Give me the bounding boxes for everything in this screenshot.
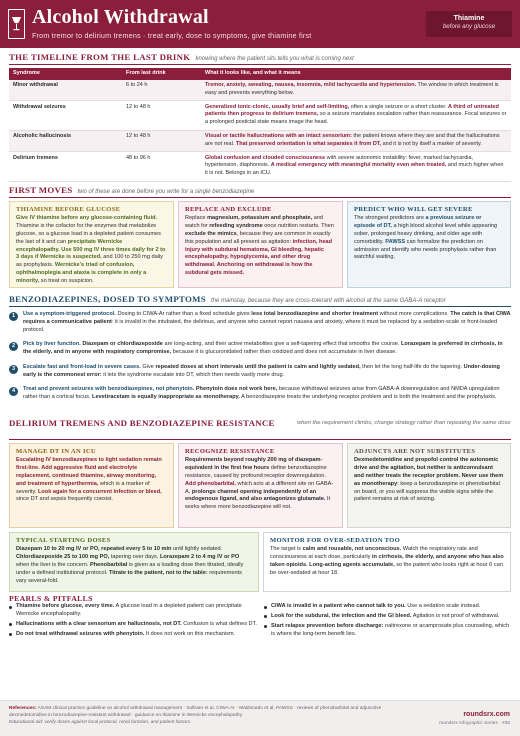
pearls-heading: PEARLS & PITFALLS	[9, 594, 93, 603]
site-link[interactable]: roundsrx.com	[463, 711, 510, 718]
syndrome-cell: Alcoholic hallucinosis	[9, 130, 122, 152]
icu-card	[9, 443, 174, 528]
card-title: PREDICT WHO WILL GET SEVERE	[354, 206, 473, 213]
step-number: 4	[9, 387, 18, 396]
header-banner	[0, 0, 520, 48]
timeline-heading: THE TIMELINE FROM THE LAST DRINK knowing where the patient sits tells you what is coming next	[9, 52, 354, 62]
list-item: 3 Escalate fast and front-load in severe cases. Give repeated doses at short intervals until the patient is calm and lightly sedated, then let the long half-life do the tapering. Under-dosing early is the commonest error: it lets the syndrome escalate into DT, which then needs vastly more drug.	[9, 364, 511, 380]
doses-card	[9, 532, 259, 592]
card-body: Replace magnesium, potassium and phosphate, and watch for refeeding syndrome once nutrition restarts. Then exclude the mimics, because they are common in exactly this population and all present as agitation: infection, head injury with subdural hematoma, GI bleeding, hepatic encephalopathy, hypoglycemia, and other drug withdrawal. Anchoring on withdrawal is how the subdural gets missed.	[185, 215, 334, 277]
card-body: Diazepam 10 to 20 mg IV or PO, repeated every 5 to 10 min until lightly sedated. Chlordiazepoxide 25 to 100 mg PO, tapering over days. Lorazepam 2 to 4 mg IV or PO when the liver is the concern. Phenobarbital is given as a loading dose then titrated, ideally under a defined institutional protocol. Titrate to the patient, not to the table: requirements vary several-fold.	[16, 546, 244, 584]
references: References: ASAM clinical practice guideline on alcohol withdrawal management · Sullivan et al, CIWA-Ar · Maldonado et al, PAWSS · reviews of phenobarbital and adjunctive dexmedetomidine in benzodiazepine-resistant withdrawal · guidance on thiamine in Wernicke encephalopathy. Educational aid: verify doses against local protocol, renal function, and patient factors.	[9, 706, 382, 725]
card-title: MONITOR FOR OVER-SEDATION TOO	[270, 537, 401, 544]
card-title: REPLACE AND EXCLUDE	[185, 206, 272, 213]
pearls-left-list	[9, 603, 257, 641]
card-title: RECOGNIZE RESISTANCE	[185, 448, 275, 455]
list-item: Start relapse prevention before discharge: naltrexone or acamprosate plus counseling, which is where the long-term benefit lies.	[264, 623, 511, 639]
adjuncts-card	[347, 443, 511, 528]
syndrome-cell: Withdrawal seizures	[9, 101, 122, 130]
replace-exclude-card	[178, 201, 343, 288]
column-header: From last drink	[122, 68, 201, 80]
divider	[9, 64, 511, 65]
description-cell: Global confusion and clouded consciousness with severe autonomic instability: fever, marked tachycardia, hypertension, diaphoresis. A medical emergency with meaningful mortality even when treated, and much higher when it is not. Belongs in an ICU.	[201, 152, 511, 181]
card-body: The strongest predictors are a previous seizure or episode of DT, a high blood alcohol level while appearing sober, prolonged heavy drinking, and older age with comorbidity. PAWSS can formalize the prediction on admission and identify who needs prophylaxis rather than watchful waiting.	[354, 215, 498, 261]
description-cell: Tremor, anxiety, sweating, nausea, insomnia, mild tachycardia and hypertension. The window in which treatment is easy and prevents everything below.	[201, 80, 511, 101]
step-number: 3	[9, 365, 18, 374]
card-title: ADJUNCTS ARE NOT SUBSTITUTES	[354, 448, 476, 455]
card-body: Escalating IV benzodiazepines to light sedation remain first-line. Add aggressive fluid and electrolyte replacement, continued thiamine, airway monitoring, and treatment of hyperthermia, which is a marker of severity. Look again for a concurrent infection or bleed, since DT and sepsis frequently coexist.	[16, 457, 162, 503]
card-title: TYPICAL STARTING DOSES	[16, 537, 111, 544]
list-item: Look for the subdural, the infection and the GI bleed. Agitation is not proof of withdrawal.	[264, 613, 511, 621]
timeline-note: knowing where the patient sits tells you what is coming next	[195, 56, 354, 62]
page-title: Alcohol Withdrawal	[32, 6, 209, 28]
description-cell: Visual or tactile hallucinations with an intact sensorium: the patient knows where they are and that the hallucinations are not real. That preserved orientation is what separates it from DT, and it is not by itself a marker of severity.	[201, 130, 511, 152]
column-header: Syndrome	[9, 68, 122, 80]
table-row	[9, 130, 511, 152]
benzo-note: the mainstay, because they are cross-tolerant with alcohol at the same GABA-A receptor	[210, 298, 446, 304]
list-item: 1 Use a symptom-triggered protocol. Dosing to CIWA-Ar rather than a fixed schedule gives less total benzodiazepine and shorter treatment without more complications. The catch is that CIWA requires a communicative patient: it is invalid in the intubated, the delirious, and anyone who cannot report nausea and anxiety, where it must be replaced by a sedation-scale or front-loaded protocol.	[9, 311, 511, 335]
divider	[9, 306, 511, 307]
onset-cell: 48 to 96 h	[122, 152, 201, 181]
list-item: 2 Pick by liver function. Diazepam or chlordiazepoxide are long-acting, and their active metabolites give a self-tapering effect that smooths the course. Lorazepam is preferred in cirrhosis, in the elderly, and in anyone with respiratory compromise, because it is glucuronidated rather than oxidized and does not accumulate in liver disease.	[9, 341, 511, 357]
onset-cell: 12 to 48 h	[122, 130, 201, 152]
onset-cell: 6 to 24 h	[122, 80, 201, 101]
syndrome-cell: Minor withdrawal	[9, 80, 122, 101]
list-item: Thiamine before glucose, every time. A glucose load in a depleted patient can precipitate Wernicke encephalopathy.	[9, 603, 257, 619]
card-body: Give IV thiamine before any glucose-containing fluid. Thiamine is the cofactor for the enzymes that metabolize glucose, so a glucose load in a depleted patient consumes the last of it and can precipitate Wernicke encephalopathy. Use 500 mg IV three times daily for 2 to 3 days if Wernicke is suspected, and 100 to 250 mg daily as prophylaxis. Wernicke's triad of confusion, ophthalmoplegia and ataxia is complete in only a minority, so treat on suspicion.	[16, 215, 166, 284]
card-body: The target is calm and rousable, not unconscious. Watch the respiratory rate and consciousness at each dose, particularly in cirrhosis, the elderly, and anyone who has also taken opioids. Long-acting agents accumulate, so the patient who looks right at hour 6 can be over-sedated at hour 18.	[270, 546, 504, 576]
step-number: 2	[9, 342, 18, 351]
predict-severity-card	[347, 201, 511, 288]
card-body: Requirements beyond roughly 200 mg of diazepam-equivalent in the first few hours define benzodiazepine resistance, caused by profound receptor downregulation. Add phenobarbital, which acts at a different site on GABA-A, prolongs channel opening independently of an endogenous ligand, and also antagonizes glutamate. It works where more benzodiazepine will not.	[185, 457, 334, 511]
badge-subtitle: before any glucose	[442, 22, 496, 30]
syndrome-cell: Delirium tremens	[9, 152, 122, 181]
monitor-card	[263, 532, 511, 592]
footer	[0, 700, 520, 736]
table-row	[9, 101, 511, 130]
list-item: 4 Treat and prevent seizures with benzodiazepines, not phenytoin. Phenytoin does not work here, because withdrawal seizures arise from GABA-A downregulation and NMDA upregulation rather than a cortical focus. Levetiracetam is equally inappropriate as monotherapy. A benzodiazepine treats the underlying receptor problem and is both the treatment and the prophylaxis.	[9, 386, 511, 402]
list-item: Hallucinations with a clear sensorium are hallucinosis, not DT. Confusion is what defines DT.	[9, 621, 257, 629]
table-header-row	[9, 68, 511, 80]
card-title: MANAGE DT IN AN ICU	[16, 448, 96, 455]
divider	[9, 439, 511, 440]
card-body: Dexmedetomidine and propofol control the autonomic drive and the agitation, but neither is anticonvulsant and neither treats the receptor problem. Never use them as monotherapy: keep a benzodiazepine or phenobarbital on board, or you will suppress the visible signs while the patient remains at risk of seizing.	[354, 457, 504, 503]
benzo-heading: BENZODIAZEPINES, DOSED TO SYMPTOMS the mainstay, because they are cross-tolerant with alcohol at the same GABA-A receptor	[9, 294, 446, 304]
thiamine-badge	[426, 11, 512, 37]
first-moves-heading: FIRST MOVES two of these are done before you write for a single benzodiazepine	[9, 185, 255, 195]
badge-title: Thiamine	[453, 15, 485, 22]
page-subtitle: From tremor to delirium tremens · treat early, dose to symptoms, give thiamine first	[32, 31, 312, 40]
list-item: Do not treat withdrawal seizures with phenytoin. It does not work on this mechanism.	[9, 631, 257, 639]
thiamine-card	[9, 201, 174, 288]
resistance-card	[178, 443, 343, 528]
dt-note: when the requirement climbs, change strategy rather than repeating the same dose	[297, 420, 511, 426]
onset-cell: 12 to 48 h	[122, 101, 201, 130]
step-number: 1	[9, 312, 18, 321]
column-header: What it looks like, and what it means	[201, 68, 511, 80]
series-label: roundsrx Infographic Series · #36	[439, 721, 510, 726]
wine-glass-icon	[8, 9, 25, 39]
table-row	[9, 152, 511, 181]
timeline-table	[9, 68, 511, 182]
divider	[9, 197, 511, 198]
list-item: CIWA is invalid in a patient who cannot talk to you. Use a sedation scale instead.	[264, 603, 511, 611]
first-moves-note: two of these are done before you write for a single benzodiazepine	[77, 189, 255, 195]
disclaimer: Educational aid: verify doses against local protocol, renal function, and patient factors.	[9, 719, 192, 725]
table-row	[9, 80, 511, 101]
dt-heading: DELIRIUM TREMENS AND BENZODIAZEPINE RESISTANCE	[9, 418, 275, 428]
pearls-right-list	[264, 603, 511, 641]
description-cell: Generalized tonic-clonic, usually brief and self-limiting, often a single seizure or a short cluster. A third of untreated patients then progress to delirium tremens, so a seizure mandates escalation rather than reassurance. Focal seizures or a prolonged postictal state means image the head.	[201, 101, 511, 130]
card-title: THIAMINE BEFORE GLUCOSE	[16, 206, 121, 213]
